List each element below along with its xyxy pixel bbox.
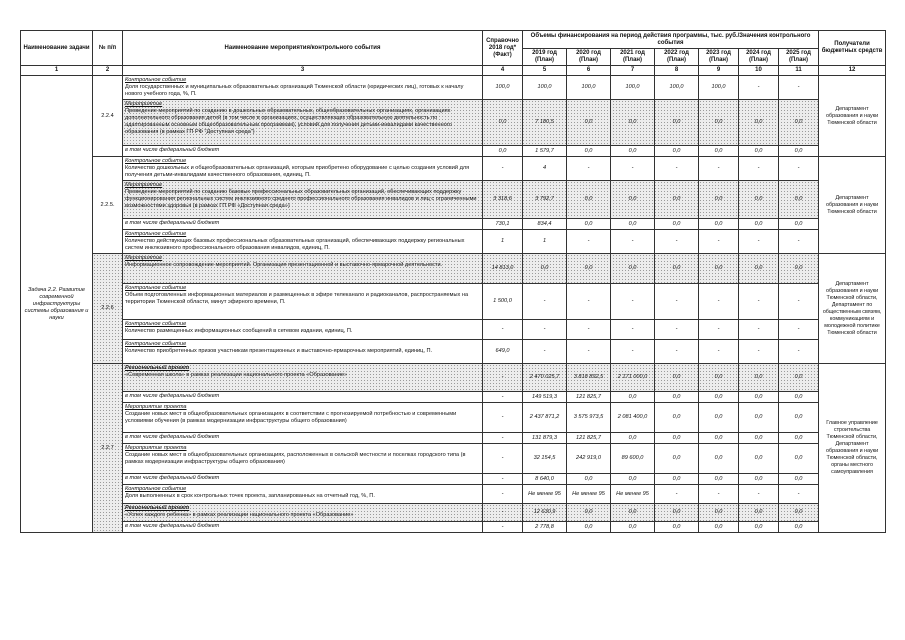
value-cell: 0,0 — [655, 254, 699, 284]
activity-label: Контрольное событие — [125, 77, 187, 83]
value-cell: 0,0 — [699, 392, 739, 403]
task-title: Задача 2.2. Развитие современной инфраструктуры системы образования и науки — [21, 76, 93, 533]
index-12: 12 — [819, 66, 886, 76]
value-cell: 0,0 — [655, 433, 699, 444]
value-cell: - — [483, 392, 523, 403]
value-cell: 3 318,6 — [483, 181, 523, 219]
value-cell: - — [567, 230, 611, 254]
value-cell: 3 575 973,5 — [567, 403, 611, 433]
index-8: 8 — [655, 66, 699, 76]
value-cell: - — [483, 444, 523, 474]
value-cell: 0,0 — [739, 474, 779, 485]
value-cell: 0,0 — [779, 100, 819, 146]
table-row — [21, 522, 886, 533]
table-row — [21, 504, 886, 522]
activity-text: в том числе федеральный бюджет — [125, 220, 220, 226]
activity-text: в том числе федеральный бюджет — [125, 434, 220, 440]
recipient-cell: Департамент образования и науки Тюменской области — [819, 157, 886, 254]
activity-label: Контрольное событие — [125, 158, 187, 164]
table-row — [21, 485, 886, 504]
activity-cell — [123, 219, 483, 230]
value-cell: 4 — [523, 157, 567, 181]
value-cell: 0,0 — [739, 219, 779, 230]
value-cell: - — [655, 157, 699, 181]
activity-cell — [123, 254, 483, 284]
activity-label: Контрольное событие — [125, 321, 187, 327]
header-reference-2018: Справочно 2018 год* (Факт) — [483, 31, 523, 66]
activity-text: в том числе федеральный бюджет — [125, 393, 220, 399]
value-cell: 100,0 — [655, 76, 699, 100]
value-cell: 0,0 — [655, 219, 699, 230]
value-cell: - — [739, 76, 779, 100]
value-cell: - — [483, 157, 523, 181]
value-cell: 100,0 — [699, 76, 739, 100]
value-cell: 0,0 — [567, 146, 611, 157]
activity-cell — [123, 522, 483, 533]
value-cell: 0,0 — [739, 444, 779, 474]
activity-cell — [123, 444, 483, 474]
value-cell: - — [523, 320, 567, 340]
value-cell: - — [699, 340, 739, 364]
value-cell: 0,0 — [779, 254, 819, 284]
value-cell: - — [655, 320, 699, 340]
value-cell: - — [567, 284, 611, 320]
value-cell: - — [611, 340, 655, 364]
activity-cell — [123, 76, 483, 100]
index-7: 7 — [611, 66, 655, 76]
activity-cell — [123, 100, 483, 146]
value-cell: 0,0 — [739, 254, 779, 284]
activity-label: Мероприятие проекта — [125, 404, 187, 410]
value-cell: - — [483, 485, 523, 504]
value-cell: - — [523, 284, 567, 320]
value-cell: 0,0 — [611, 392, 655, 403]
value-cell: 242 919,0 — [567, 444, 611, 474]
index-1: 1 — [21, 66, 93, 76]
table-row — [21, 219, 886, 230]
activity-label: Контрольное событие — [125, 486, 187, 492]
activity-text: Создание новых мест в общеобразовательных организациях в соответствии с прогнозируемой потребностью и современными условиями обучения (в рамках модернизации инфраструктуры общего образования) — [125, 411, 457, 424]
value-cell: - — [699, 320, 739, 340]
table-row — [21, 392, 886, 403]
value-cell: 0,0 — [699, 522, 739, 533]
value-cell: 2 470 025,7 — [523, 364, 567, 392]
table-row — [21, 230, 886, 254]
value-cell: 0,0 — [779, 444, 819, 474]
activity-cell — [123, 320, 483, 340]
index-2: 2 — [93, 66, 123, 76]
value-cell: 100,0 — [523, 76, 567, 100]
value-cell: 121 825,7 — [567, 433, 611, 444]
activity-text: Количество размещенных информационных сообщений в сетевом издании, единиц, П. — [125, 328, 353, 334]
value-cell: 0,0 — [739, 100, 779, 146]
value-cell: 0,0 — [567, 504, 611, 522]
activity-text: в том числе федеральный бюджет — [125, 475, 220, 481]
value-cell: - — [483, 433, 523, 444]
activity-cell — [123, 284, 483, 320]
activity-cell — [123, 340, 483, 364]
value-cell: 730,1 — [483, 219, 523, 230]
header-year-2021: 2021 год (План) — [611, 49, 655, 66]
value-cell: 0,0 — [655, 100, 699, 146]
value-cell: 0,0 — [699, 100, 739, 146]
group-number: 2.2.6 — [93, 254, 123, 364]
table-row — [21, 444, 886, 474]
value-cell: - — [699, 157, 739, 181]
activity-text: Количество приобретенных призов участникам презентационных и выставочно-ярмарочных мероприятий, единиц, П. — [125, 348, 433, 354]
value-cell: - — [655, 230, 699, 254]
value-cell: 0,0 — [699, 504, 739, 522]
value-cell: - — [483, 504, 523, 522]
activity-label: Контрольное событие — [125, 285, 187, 291]
value-cell: 0,0 — [655, 403, 699, 433]
activity-text: Количество дошкольных и общеобразовательных организаций, которым приобретено оборудование с целью создания условий для получения детьми-инвалидами качественного образования, единиц, П. — [125, 165, 470, 178]
value-cell: 0,0 — [699, 146, 739, 157]
value-cell: 0,0 — [699, 403, 739, 433]
header-year-2022: 2022 год (План) — [655, 49, 699, 66]
value-cell: - — [779, 340, 819, 364]
value-cell: - — [739, 157, 779, 181]
value-cell: 0,0 — [699, 254, 739, 284]
table-row — [21, 433, 886, 444]
value-cell: 0,0 — [567, 100, 611, 146]
value-cell: 0,0 — [655, 146, 699, 157]
activity-cell — [123, 157, 483, 181]
value-cell: - — [655, 284, 699, 320]
value-cell: 0,0 — [739, 522, 779, 533]
value-cell: 0,0 — [655, 444, 699, 474]
table-row — [21, 284, 886, 320]
activity-text: Доля выполненных в срок контрольных точек проекта, запланированных на отчетный год, %, П. — [125, 493, 375, 499]
group-number: 2.2.4 — [93, 76, 123, 157]
table-row — [21, 76, 886, 100]
value-cell: - — [739, 284, 779, 320]
value-cell: 0,0 — [611, 433, 655, 444]
value-cell: - — [523, 340, 567, 364]
group-number: 2.2.5. — [93, 157, 123, 254]
value-cell: 0,0 — [779, 181, 819, 219]
value-cell: 0,0 — [567, 474, 611, 485]
value-cell: 121 825,7 — [567, 392, 611, 403]
value-cell: 0,0 — [779, 522, 819, 533]
activity-cell — [123, 474, 483, 485]
value-cell: - — [699, 485, 739, 504]
value-cell: 0,0 — [611, 504, 655, 522]
value-cell: - — [483, 403, 523, 433]
value-cell: - — [699, 230, 739, 254]
value-cell: 1 500,0 — [483, 284, 523, 320]
value-cell: - — [483, 320, 523, 340]
value-cell: - — [567, 157, 611, 181]
activity-cell — [123, 392, 483, 403]
activity-text: Проведение мероприятий по созданию базовых профессиональных образовательных организаций, обеспечивающих поддержку функционирования региональных систем инклюзивного среднего профессионального образования инвалидов и лиц с ограниченными возможностями здоровья (в рамках ГП РФ «Доступная среда») — [125, 189, 477, 209]
activity-label: Мероприятие — [125, 255, 163, 261]
value-cell: - — [699, 284, 739, 320]
value-cell: 8 640,0 — [523, 474, 567, 485]
value-cell: - — [611, 157, 655, 181]
table-row — [21, 181, 886, 219]
value-cell: 14 813,0 — [483, 254, 523, 284]
value-cell: - — [779, 157, 819, 181]
value-cell: - — [483, 474, 523, 485]
value-cell: 0,0 — [567, 181, 611, 219]
value-cell: 131 879,3 — [523, 433, 567, 444]
value-cell: - — [611, 284, 655, 320]
value-cell: 649,0 — [483, 340, 523, 364]
table-row — [21, 403, 886, 433]
activity-text: в том числе федеральный бюджет — [125, 523, 220, 529]
recipient-cell: Департамент образования и науки Тюменской области — [819, 76, 886, 157]
value-cell: - — [739, 320, 779, 340]
value-cell: 0,0 — [523, 254, 567, 284]
activity-text: Проведение мероприятий по созданию в дошкольных образовательных, общеобразовательных организациях, организациях дополнительного образования детей (в том числе в организациях, осуществляющих образовательную деятельность по адаптированным основным общеобразовательным программам), условий для получения детьми-инвалидами качественного образования (в рамках ГП РФ "Доступная среда") — [125, 108, 452, 135]
table-row — [21, 474, 886, 485]
value-cell: - — [483, 522, 523, 533]
value-cell: - — [655, 485, 699, 504]
value-cell: 0,0 — [699, 433, 739, 444]
value-cell: 7 180,5 — [523, 100, 567, 146]
value-cell: 3 792,7 — [523, 181, 567, 219]
index-6: 6 — [567, 66, 611, 76]
header-year-2019: 2019 год (План) — [523, 49, 567, 66]
value-cell: 0,0 — [739, 433, 779, 444]
value-cell: 32 154,5 — [523, 444, 567, 474]
value-cell: - — [739, 485, 779, 504]
activity-text: Доля государственных и муниципальных образовательных организаций Тюменской области (юридических лиц), готовых к началу нового учебного года, %, П. — [125, 84, 464, 97]
value-cell: 0,0 — [739, 146, 779, 157]
activity-text: Информационное сопровождение мероприятий. Организация презентационной и выставочно-ярмарочной деятельности. — [125, 262, 443, 268]
activity-text: в том числе федеральный бюджет — [125, 147, 220, 153]
table-row — [21, 364, 886, 392]
value-cell: - — [567, 340, 611, 364]
header-task: Наименование задачи — [21, 31, 93, 66]
value-cell: 2 081 400,0 — [611, 403, 655, 433]
value-cell: 0,0 — [699, 474, 739, 485]
activity-cell — [123, 504, 483, 522]
header-funding-group: Объемы финансирования на период действия программы, тыс. руб./Значения контрольного события — [523, 31, 819, 49]
value-cell: - — [739, 340, 779, 364]
index-9: 9 — [699, 66, 739, 76]
value-cell: 0,0 — [779, 392, 819, 403]
value-cell: - — [779, 485, 819, 504]
recipient-cell: Департамент образования и науки Тюменской области, Департамент по общественным связям, коммуникациям и молодежной политике Тюменской области — [819, 254, 886, 364]
header-year-2020: 2020 год (План) — [567, 49, 611, 66]
index-4: 4 — [483, 66, 523, 76]
activity-text: «Успех каждого ребенка» в рамках реализации национального проекта «Образование» — [125, 512, 354, 518]
value-cell: 0,0 — [779, 433, 819, 444]
activity-text: Создание новых мест в общеобразовательных организациях, расположенных в сельской местности и поселках городского типа (в рамках модернизации инфраструктуры общего образования) — [125, 452, 466, 465]
value-cell: 0,0 — [739, 504, 779, 522]
value-cell: 0,0 — [655, 474, 699, 485]
value-cell: 0,0 — [611, 100, 655, 146]
activity-cell — [123, 230, 483, 254]
value-cell: 0,0 — [483, 146, 523, 157]
value-cell: - — [779, 230, 819, 254]
value-cell: 2 437 871,2 — [523, 403, 567, 433]
value-cell: 100,0 — [567, 76, 611, 100]
activity-label: Мероприятие проекта — [125, 445, 187, 451]
activity-label: Мероприятие — [125, 182, 163, 188]
value-cell: 2 171 000,0 — [611, 364, 655, 392]
value-cell: 0,0 — [699, 364, 739, 392]
activity-cell — [123, 364, 483, 392]
value-cell: 1 — [483, 230, 523, 254]
value-cell: - — [779, 320, 819, 340]
table-row — [21, 146, 886, 157]
value-cell: 0,0 — [739, 181, 779, 219]
value-cell: - — [611, 230, 655, 254]
value-cell: 0,0 — [655, 504, 699, 522]
activity-cell — [123, 403, 483, 433]
value-cell: 1 579,7 — [523, 146, 567, 157]
value-cell: 149 519,3 — [523, 392, 567, 403]
table-row — [21, 100, 886, 146]
value-cell: 0,0 — [567, 254, 611, 284]
table-row — [21, 254, 886, 284]
value-cell: 0,0 — [655, 392, 699, 403]
index-5: 5 — [523, 66, 567, 76]
value-cell: Не менее 95 — [523, 485, 567, 504]
value-cell: 0,0 — [779, 403, 819, 433]
value-cell: 89 600,0 — [611, 444, 655, 474]
value-cell: 0,0 — [567, 522, 611, 533]
value-cell: 0,0 — [699, 181, 739, 219]
value-cell: 0,0 — [699, 444, 739, 474]
value-cell: - — [779, 284, 819, 320]
table-row — [21, 320, 886, 340]
value-cell: 0,0 — [739, 392, 779, 403]
activity-text: «Современная школа» в рамках реализации национального проекта «Образование» — [125, 372, 348, 378]
value-cell: 0,0 — [779, 219, 819, 230]
value-cell: - — [483, 364, 523, 392]
table-row — [21, 157, 886, 181]
value-cell: 834,4 — [523, 219, 567, 230]
activity-cell — [123, 181, 483, 219]
activity-label: Мероприятие — [125, 101, 163, 107]
value-cell: 0,0 — [779, 504, 819, 522]
value-cell: 0,0 — [483, 100, 523, 146]
value-cell: 0,0 — [699, 219, 739, 230]
activity-cell — [123, 146, 483, 157]
activity-label: Контрольное событие — [125, 341, 187, 347]
activity-text: Объем подготовленных информационных материалов и размещенных в эфире телеканало и радиоканалов, распространяемых на территории Тюменской области, минут эфирного времени, П. — [125, 292, 469, 305]
value-cell: - — [779, 76, 819, 100]
index-11: 11 — [779, 66, 819, 76]
activity-cell — [123, 433, 483, 444]
header-recipients: Получатели бюджетных средств — [819, 31, 886, 66]
index-10: 10 — [739, 66, 779, 76]
value-cell: 0,0 — [611, 219, 655, 230]
index-3: 3 — [123, 66, 483, 76]
header-year-2023: 2023 год (План) — [699, 49, 739, 66]
value-cell: 0,0 — [611, 254, 655, 284]
header-year-2025: 2025 год (План) — [779, 49, 819, 66]
activity-label: Региональный проект — [125, 365, 190, 371]
value-cell: 0,0 — [611, 522, 655, 533]
value-cell: 100,0 — [483, 76, 523, 100]
value-cell: Не менее 95 — [611, 485, 655, 504]
header-year-2024: 2024 год (План) — [739, 49, 779, 66]
value-cell: 0,0 — [739, 403, 779, 433]
value-cell: 0,0 — [655, 181, 699, 219]
value-cell: 0,0 — [739, 364, 779, 392]
value-cell: 0,0 — [567, 219, 611, 230]
group-number: 2.2.7 — [93, 364, 123, 533]
activity-text: Количество действующих базовых профессиональных образовательных организаций, обеспечивающих поддержку региональных систем инклюзивного профессионального образования инвалидов, единиц, П. — [125, 238, 465, 251]
value-cell: 3 818 892,5 — [567, 364, 611, 392]
value-cell: 0,0 — [611, 181, 655, 219]
value-cell: 12 630,9 — [523, 504, 567, 522]
value-cell: 2 778,8 — [523, 522, 567, 533]
value-cell: - — [655, 340, 699, 364]
value-cell: 100,0 — [611, 76, 655, 100]
value-cell: - — [739, 230, 779, 254]
value-cell: 0,0 — [779, 146, 819, 157]
value-cell: 0,0 — [655, 522, 699, 533]
table-row — [21, 340, 886, 364]
activity-label: Контрольное событие — [125, 231, 187, 237]
recipient-cell: Главное управление строительства Тюменской области, Департамент образования и науки Тюменской области, органы местного самоуправления — [819, 364, 886, 533]
value-cell: - — [567, 320, 611, 340]
header-number: № п/п — [93, 31, 123, 66]
value-cell: 0,0 — [779, 364, 819, 392]
value-cell: Не менее 95 — [567, 485, 611, 504]
value-cell: 0,0 — [655, 364, 699, 392]
activity-cell — [123, 485, 483, 504]
value-cell: 0,0 — [779, 474, 819, 485]
value-cell: 0,0 — [611, 146, 655, 157]
program-table — [20, 30, 886, 533]
value-cell: 1 — [523, 230, 567, 254]
header-activity: Наименование мероприятия/контрольного события — [123, 31, 483, 66]
activity-label: Региональный проект — [125, 505, 190, 511]
value-cell: - — [611, 320, 655, 340]
value-cell: 0,0 — [611, 474, 655, 485]
